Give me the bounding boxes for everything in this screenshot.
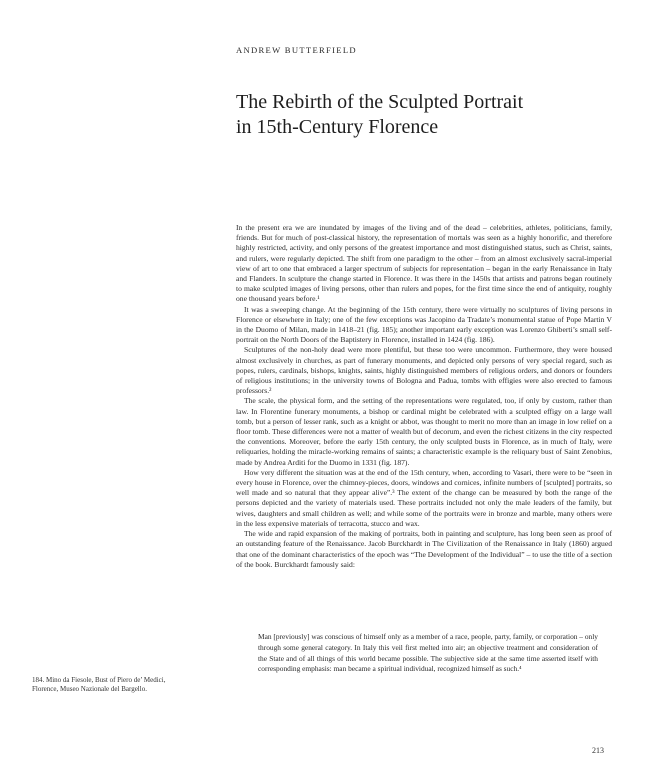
paragraph: Sculptures of the non-holy dead were more plentiful, but these too were uncommon. Furthermore, they were housed almost exclusively in churches, as part of funerary monuments, and depicted only persons of very special regard, such as popes, rulers, cardinals, bishops, knights, saints, highly distinguished members of religious orders, and donors or founders of religious institutions; in the university towns of Bologna and Padua, tombs with effigies were also erected to famous professors.² <box>236 345 612 396</box>
title-line-1: The Rebirth of the Sculpted Portrait <box>236 91 524 113</box>
block-quote: Man [previously] was conscious of himself only as a member of a race, people, party, family, or corporation – only through some general category. In Italy this veil first melted into air; an objective treatment and consideration of the State and of all things of this world became possible. The subjective side at the same time asserted itself with corresponding emphasis: man became a spiritual individual, recognized himself as such.⁴ <box>258 632 598 674</box>
paragraph: The scale, the physical form, and the setting of the representations were regulated, too, if only by custom, rather than law. In Florentine funerary monuments, a bishop or cardinal might be celebrated with a sculpted effigy on a large wall tomb, but a person of lesser rank, such as a knight or abbot, was thought to merit no more than an image in low relief on a floor tomb. These differences were not a matter of wealth but of decorum, and even the richest citizens in the city respected the conventions. Moreover, before the early 15th century, the only sculpted busts in Florence, as in much of Italy, were reliquaries, holding the miracle-working remains of saints; a characteristic example is the reliquary bust of Saint Zenobius, made by Andrea Arditi for the Duomo in 1331 (fig. 187). <box>236 396 612 467</box>
caption-line-2: Florence, Museo Nazionale del Bargello. <box>32 685 147 694</box>
title-line-2: in 15th-Century Florence <box>236 116 439 138</box>
figure-caption <box>32 676 182 695</box>
paragraph: It was a sweeping change. At the beginning of the 15th century, there were virtually no sculptures of living persons in Florence or elsewhere in Italy; one of the few exceptions was Jacopino da Tradate’s monumental statue of Pope Martin V in the Duomo of Milan, made in 1418–21 (fig. 185); another important early exception was Lorenzo Ghiberti’s small self-portrait on the North Doors of the Baptistery in Florence, installed in 1424 (fig. 186). <box>236 304 612 345</box>
article-title <box>236 90 616 140</box>
page-number: 213 <box>592 746 604 755</box>
paragraph: The wide and rapid expansion of the making of portraits, both in painting and sculpture, has long been seen as proof of an outstanding feature of the Renaissance. Jacob Burckhardt in The Civilization of the Renaissance in Italy (1860) argued that one of the dominant characteristics of the epoch was “The Development of the Individual” – to use the title of a section of the book. Burckhardt famously said: <box>236 529 612 569</box>
paragraph: In the present era we are inundated by images of the living and of the dead – celebrities, athletes, politicians, family, friends. But for much of post-classical history, the representation of mortals was seen as a highly honorific, and therefore highly restricted, activity, and only persons of the greatest importance and most distinguished status, such as Christ, saints, and rulers, were regularly depicted. The shift from one paradigm to the other – from an almost exclusively sacral-imperial view of art to one that embraced a larger spectrum of subjects for representation – began in the early Renaissance in Italy and Flanders. In sculpture the change started in Florence. It was there in the 1450s that artists and patrons began routinely to make sculpted images of living persons, other than rulers and popes, for the first time since the end of antiquity, roughly one thousand years before.¹ <box>236 223 612 304</box>
article-body <box>236 223 612 570</box>
caption-line-1: 184. Mino da Fiesole, Bust of Piero de’ Medici, <box>32 676 166 684</box>
paragraph: How very different the situation was at the end of the 15th century, when, according to Vasari, there were to be “seen in every house in Florence, over the chimney-pieces, doors, windows and cornices, infinite numbers of [sculpted] portraits, so well made and so natural that they appear alive”.³ The extent of the change can be measured by both the range of the persons depicted and the variety of materials used. These portraits included not only the male leaders of the family, but wives, daughters and small children as well; and while some of the portraits were in bronze and marble, many others were in the less expensive materials of terracotta, stucco and wax. <box>236 467 612 528</box>
author-name: ANDREW BUTTERFIELD <box>236 45 357 55</box>
